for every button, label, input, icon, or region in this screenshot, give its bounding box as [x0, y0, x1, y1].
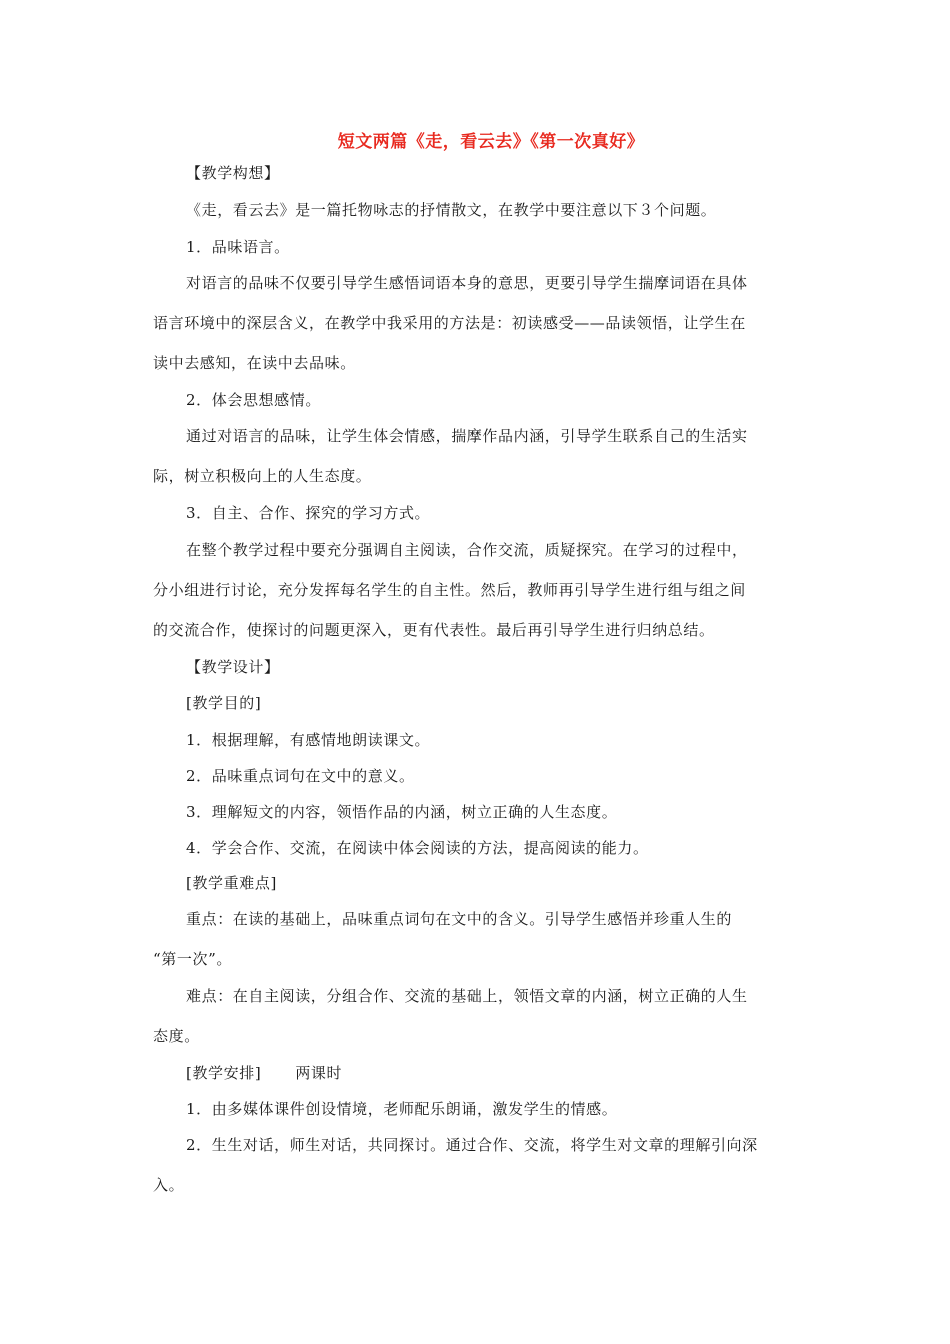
paragraph-line: 对语言的品味不仅要引导学生感悟词语本身的意思，更要引导学生揣摩词语在具体	[186, 274, 748, 292]
paragraph-line: 入。	[153, 1176, 185, 1194]
paragraph-line: “第一次”。	[153, 950, 232, 968]
list-item: 1．根据理解，有感情地朗读课文。	[186, 731, 431, 749]
subsection-heading: [教学安排]	[186, 1064, 262, 1082]
document-title: 短文两篇《走，看云去》《第一次真好》	[337, 132, 645, 152]
paragraph-line: 读中去感知，在读中去品味。	[153, 354, 356, 372]
list-item: 1．品味语言。	[186, 238, 290, 256]
paragraph-line: 难点：在自主阅读，分组合作、交流的基础上，领悟文章的内涵，树立正确的人生	[186, 987, 748, 1005]
schedule-line	[186, 1063, 846, 1083]
list-item: 2．品味重点词句在文中的意义。	[186, 767, 415, 785]
list-item: 2．体会思想感情。	[186, 391, 321, 409]
paragraph-line: 语言环境中的深层含义，在教学中我采用的方法是：初读感受——品读领悟，让学生在	[153, 314, 746, 332]
paragraph-line: 通过对语言的品味，让学生体会情感，揣摩作品内涵，引导学生联系自己的生活实	[186, 427, 748, 445]
paragraph-line: 际，树立积极向上的人生态度。	[153, 467, 372, 485]
section-heading-concept: 【教学构想】	[186, 164, 280, 182]
list-item: 3．自主、合作、探究的学习方式。	[186, 504, 431, 522]
paragraph-line: 分小组进行讨论，充分发挥每名学生的自主性。然后，教师再引导学生进行组与组之间	[153, 581, 746, 599]
list-item: 3．理解短文的内容，领悟作品的内涵，树立正确的人生态度。	[186, 803, 618, 821]
paragraph-line: 的交流合作，使探讨的问题更深入，更有代表性。最后再引导学生进行归纳总结。	[153, 621, 715, 639]
list-item: 1．由多媒体课件创设情境，老师配乐朗诵，激发学生的情感。	[186, 1100, 618, 1118]
paragraph-line: 态度。	[153, 1027, 200, 1045]
list-item: 2．生生对话，师生对话，共同探讨。通过合作、交流，将学生对文章的理解引向深	[186, 1136, 758, 1154]
subsection-heading: [教学目的]	[186, 694, 262, 712]
list-item: 4．学会合作、交流，在阅读中体会阅读的方法，提高阅读的能力。	[186, 839, 649, 857]
paragraph-line: 在整个教学过程中要充分强调自主阅读，合作交流，质疑探究。在学习的过程中，	[186, 541, 748, 559]
schedule-value: 两课时	[295, 1064, 343, 1082]
subsection-heading: [教学重难点]	[186, 874, 277, 892]
paragraph-line: 《走，看云去》是一篇托物咏志的抒情散文，在教学中要注意以下３个问题。	[186, 201, 717, 219]
section-heading-design: 【教学设计】	[186, 658, 280, 676]
paragraph-line: 重点：在读的基础上，品味重点词句在文中的含义。引导学生感悟并珍重人生的	[186, 910, 733, 928]
